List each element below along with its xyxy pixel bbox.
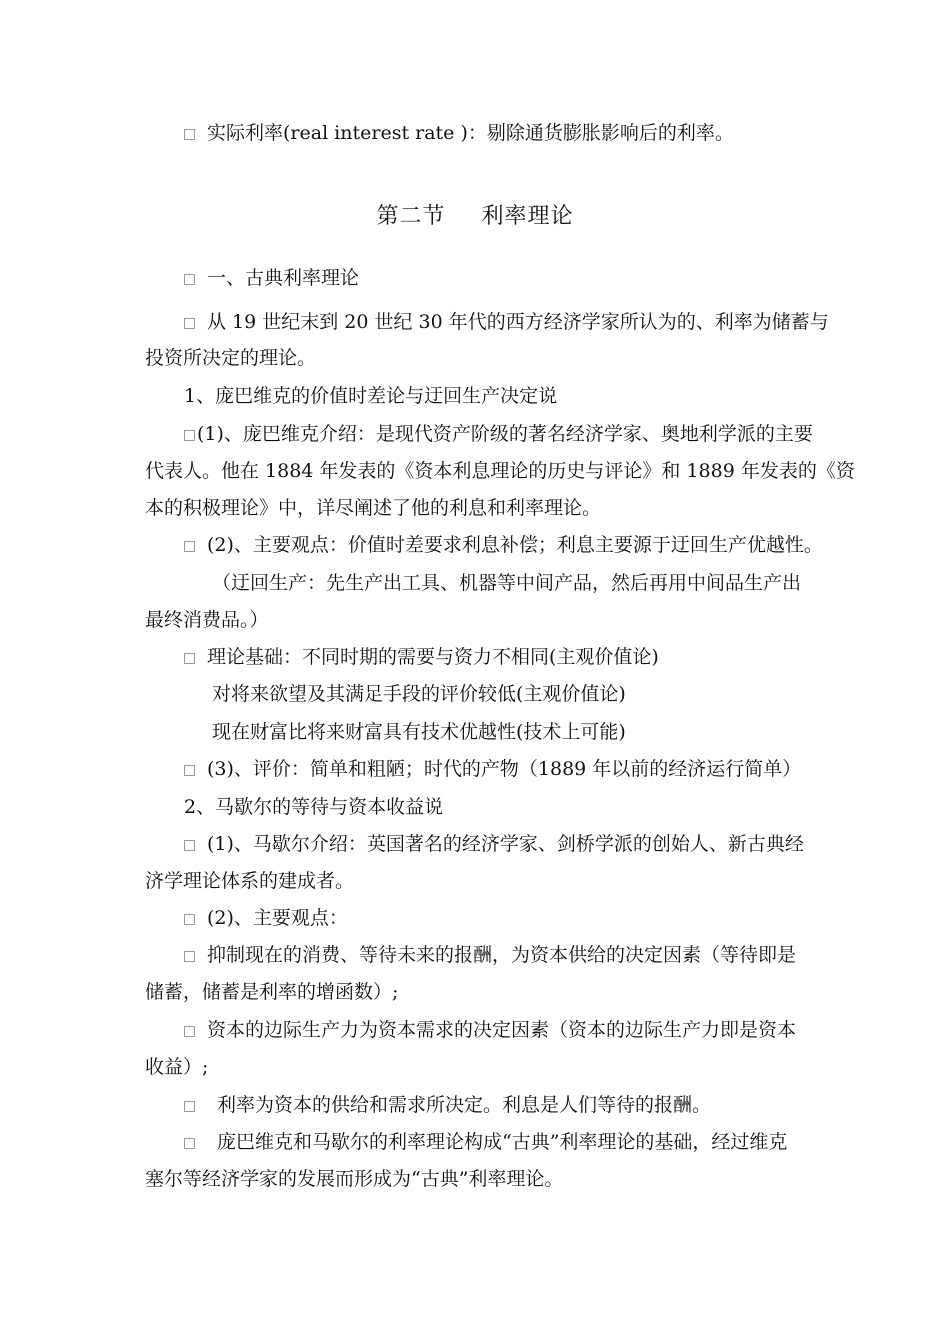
paragraph-line: 2、马歇尔的等待与资本收益说	[184, 796, 444, 818]
bullet-icon	[184, 430, 195, 441]
section-number: 第二节	[376, 204, 446, 229]
paragraph-line: 储蓄，储蓄是利率的增函数）;	[145, 981, 399, 1003]
paragraph-line: (3)、评价：简单和粗陋；时代的产物（1889 年以前的经济运行简单）	[184, 757, 801, 781]
bullet-icon	[184, 765, 195, 776]
paragraph-line: 塞尔等经济学家的发展而形成为“古典”利率理论。	[145, 1168, 564, 1190]
paragraph-line: 抑制现在的消费、等待未来的报酬，为资本供给的决定因素（等待即是	[184, 943, 796, 967]
paragraph-line: 投资所决定的理论。	[145, 347, 317, 369]
paragraph-line: 本的积极理论》中，详尽阐述了他的利息和利率理论。	[145, 497, 602, 519]
paragraph-line: 济学理论体系的建成者。	[145, 870, 355, 892]
bullet-icon	[184, 318, 195, 329]
bullet-icon	[184, 1101, 195, 1112]
paragraph-line: (2)、主要观点：价值时差要求利息补偿；利息主要源于迂回生产优越性。	[184, 533, 823, 557]
paragraph-line: 最终消费品。）	[145, 609, 269, 631]
paragraph-line: 代表人。他在 1884 年发表的《资本利息理论的历史与评论》和 1889 年发表的《资	[145, 460, 855, 482]
bullet-icon	[184, 1026, 195, 1037]
paragraph-line: (2)、主要观点：	[184, 906, 348, 930]
bullet-icon	[184, 840, 195, 851]
paragraph-line: （迂回生产：先生产出工具、机器等中间产品，然后再用中间品生产出	[212, 572, 802, 594]
bullet-icon	[184, 274, 195, 285]
bullet-icon	[184, 129, 195, 140]
paragraph-line: 现在财富比将来财富具有技术优越性(技术上可能)	[212, 721, 626, 743]
paragraph-line: 资本的边际生产力为资本需求的决定因素（资本的边际生产力即是资本	[184, 1018, 796, 1042]
paragraph-line: 对将来欲望及其满足手段的评价较低(主观价值论)	[212, 683, 626, 705]
paragraph-line: 1、庞巴维克的价值时差论与迂回生产决定说	[184, 385, 558, 407]
section-title: 利率理论	[481, 204, 574, 229]
bullet-icon	[184, 653, 195, 664]
bullet-icon	[184, 914, 195, 925]
bullet-icon	[184, 1138, 195, 1149]
paragraph-line: (1)、马歇尔介绍：英国著名的经济学家、剑桥学派的创始人、新古典经	[184, 832, 804, 856]
paragraph-line: 收益）;	[145, 1056, 209, 1078]
paragraph-line: 利率为资本的供给和需求所决定。利息是人们等待的报酬。	[184, 1093, 711, 1117]
paragraph-line: 从 19 世纪末到 20 世纪 30 年代的西方经济学家所认为的、利率为储蓄与	[184, 310, 829, 334]
bullet-icon	[184, 951, 195, 962]
section-heading	[0, 203, 950, 231]
paragraph-line: 实际利率(real interest rate )：剔除通货膨胀影响后的利率。	[184, 121, 734, 145]
paragraph-line: 理论基础：不同时期的需要与资力不相同(主观价值论)	[184, 645, 659, 669]
paragraph-line: 庞巴维克和马歇尔的利率理论构成“古典”利率理论的基础，经过维克	[184, 1130, 787, 1154]
paragraph-line: (1)、庞巴维克介绍：是现代资产阶级的著名经济学家、奥地利学派的主要	[184, 422, 813, 446]
paragraph-line: 一、古典利率理论	[184, 266, 359, 290]
bullet-icon	[184, 541, 195, 552]
